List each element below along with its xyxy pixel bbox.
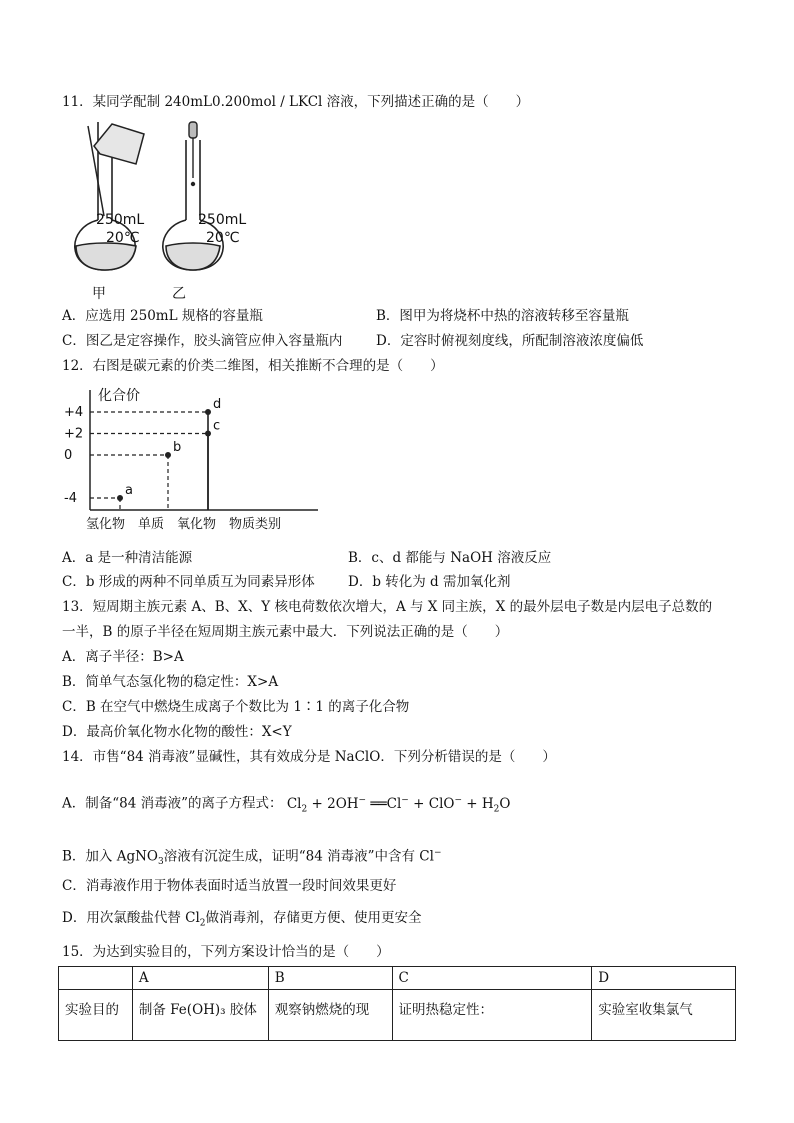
chart-x-label: 氢化物 单质 氧化物 物质类别 <box>86 517 282 532</box>
q14-option-b-text: 溶液有沉淀生成，证明“84 消毒液”中含有 Cl <box>163 848 434 865</box>
header-cell-c: C <box>392 967 592 990</box>
q12-option-c: C．b 形成的两种不同单质互为同素异形体 <box>62 574 315 590</box>
q14-option-a-prefix: A．制备“84 消毒液”的离子方程式： <box>62 795 283 812</box>
row-label: 实验目的 <box>59 990 133 1041</box>
q15-table <box>58 966 736 1041</box>
valence-class-chart <box>62 382 322 532</box>
y-tick-label: -4 <box>64 491 77 506</box>
dropper <box>189 122 197 186</box>
data-point-b <box>165 452 171 458</box>
q11-stem: 11．某同学配制 240mL0.200mol / LKCl 溶液，下列描述正确的是（ ） <box>62 94 530 110</box>
q12-option-a: A．a 是一种清洁能源 <box>62 550 193 566</box>
chart-y-label: 化合价 <box>98 388 140 404</box>
data-point-label-d: d <box>213 397 222 412</box>
data-point-label-c: c <box>213 418 221 434</box>
figure-label-jia: 甲 <box>92 286 106 302</box>
flask-jia-temp: 20℃ <box>106 230 140 246</box>
cell-c: 证明热稳定性： <box>392 990 592 1041</box>
q13-option-a: A．离子半径：B>A <box>62 649 184 665</box>
flask-yi-volume: 250mL <box>198 212 247 228</box>
q12-option-b: B．c、d 都能与 NaOH 溶液反应 <box>348 550 552 566</box>
q11-option-b: B．图甲为将烧杯中热的溶液转移至容量瓶 <box>376 308 629 324</box>
header-cell-d: D <box>592 967 736 990</box>
q14-option-d: D．用次氯酸盐代替 $Cl_2$做消毒剂，存储更方便、使用更安全 <box>62 910 422 929</box>
q14-option-b: B．加入 AgNO$_3$溶液有沉淀生成，证明“84 消毒液”中含有 Cl− <box>62 848 442 868</box>
flask-jia-volume: 250mL <box>96 212 145 228</box>
q11-figure <box>62 120 272 280</box>
y-tick-label: +2 <box>64 426 84 442</box>
figure-label-yi: 乙 <box>172 286 186 302</box>
header-cell-empty <box>59 967 133 990</box>
data-point-label-b: b <box>173 440 182 455</box>
q11-option-d: D．定容时俯视刻度线，所配制溶液浓度偏低 <box>376 333 644 349</box>
header-cell-a: A <box>132 967 268 990</box>
cell-b: 观察钠燃烧的现 <box>268 990 392 1041</box>
cell-a: 制备 Fe(OH)₃ 胶体 <box>132 990 268 1041</box>
y-tick-label: +4 <box>64 405 84 420</box>
q14-option-d-suffix: 做消毒剂，存储更方便、使用更安全 <box>205 910 422 926</box>
q14-option-c: C．消毒液作用于物体表面时适当放置一段时间效果更好 <box>62 878 397 894</box>
q13-option-c: C．B 在空气中燃烧生成离子个数比为 1∶1 的离子化合物 <box>62 699 410 715</box>
q11-option-a: A．应选用 250mL 规格的容量瓶 <box>62 308 263 324</box>
data-point-d <box>205 409 211 415</box>
y-tick-label: 0 <box>64 448 73 463</box>
q11-option-c: C．图乙是定容操作，胶头滴管应伸入容量瓶内 <box>62 333 343 349</box>
q14-option-a <box>62 790 510 819</box>
q12-option-d: D．b 转化为 d 需加氧化剂 <box>348 574 511 590</box>
data-point-label-a: a <box>125 483 133 498</box>
data-point-a <box>117 495 123 501</box>
q13-stem-line-1: 13．短周期主族元素 A、B、X、Y 核电荷数依次增大，A 与 X 同主族，X 的最外层电子数是内层电子总数的 <box>62 599 713 615</box>
beaker <box>94 124 144 164</box>
ionic-equation: $Cl_2 + 2OH^-$ ══Cl− + $ClO^- + H_2O$ <box>286 795 511 815</box>
q13-option-b: B．简单气态氢化物的稳定性：X>A <box>62 674 279 690</box>
q15-stem: 15．为达到实验目的，下列方案设计恰当的是（ ） <box>62 944 390 960</box>
table-row <box>59 990 736 1041</box>
q13-stem-line-2: 一半，B 的原子半径在短周期主族元素中最大．下列说法正确的是（ ） <box>62 624 509 640</box>
flask-yi-temp: 20℃ <box>206 230 240 246</box>
q12-stem: 12．右图是碳元素的价类二维图，相关推断不合理的是（ ） <box>62 358 444 374</box>
q14-option-b-prefix: B．加入 AgNO <box>62 848 158 865</box>
table-header-row <box>59 967 736 990</box>
header-cell-b: B <box>268 967 392 990</box>
q14-stem: 14．市售“84 消毒液”显碱性，其有效成分是 NaClO．下列分析错误的是（ ） <box>62 749 556 765</box>
cell-d: 实验室收集氯气 <box>592 990 736 1041</box>
q13-option-d: D．最高价氧化物水化物的酸性：X<Y <box>62 724 292 740</box>
q14-option-d-prefix: D．用次氯酸盐代替 Cl <box>62 910 200 926</box>
